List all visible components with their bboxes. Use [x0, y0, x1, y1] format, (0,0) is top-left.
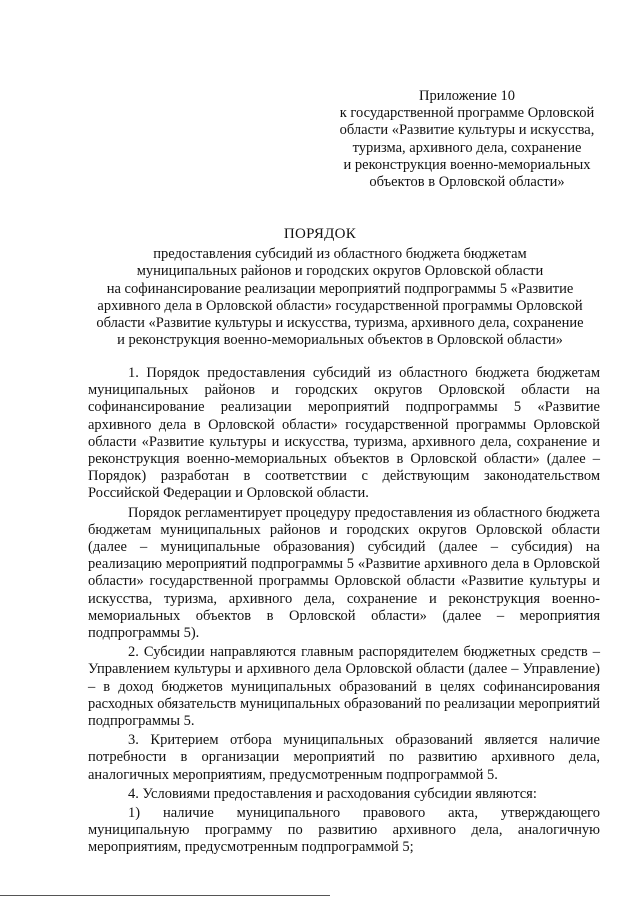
appendix-line: туризма, архивного дела, сохранение [352, 139, 582, 156]
appendix-line: области «Развитие культуры и искусства, [339, 122, 595, 139]
footer-divider [0, 895, 330, 896]
subtitle-line: на софинансирование реализации мероприятий подпрограммы 5 «Развитие [106, 280, 574, 297]
document-body [88, 365, 600, 859]
appendix-line: к государственной программе Орловской [339, 105, 595, 122]
subtitle-line: предоставления субсидий из областного бюджета бюджетам [153, 246, 527, 262]
document-subtitle [80, 246, 600, 350]
paragraph-4: 4. Условиями предоставления и расходования субсидии являются: [128, 785, 537, 802]
subtitle-line: муниципальных районов и городских округов Орловской области [136, 263, 544, 280]
paragraph-2: 2. Субсидии направляются главным распорядителем бюджетных средств – Управлением культуры и архивного дела Орловской области (далее – Управление) – в доход бюджетов муниципальных образований в целях софинансирования расходных обязательств муниципальных образований по реализации мероприятий подпрограммы 5. [88, 644, 600, 730]
paragraph-3: 3. Критерием отбора муниципальных образований является наличие потребности в организации мероприятий по развитию архивного дела, аналогичных мероприятиям, предусмотренным подпрограммой 5. [88, 732, 600, 783]
appendix-line: Приложение 10 [419, 88, 515, 104]
paragraph-4-item-1: 1) наличие муниципального правового акта, утверждающего муниципальную программу по развитию архивного дела, аналогичную мероприятиям, предусмотренным подпрограммой 5; [88, 805, 600, 856]
paragraph-procedure: Порядок регламентирует процедуру предоставления из областного бюджета бюджетам муниципальных районов и городских округов Орловской области (далее – муниципальные образования) субсидий (далее – субсидия) на реализацию мероприятий подпрограммы 5 «Развитие архивного дела в Орловской области» государственной программы Орловской области «Развитие культуры и искусства, туризма, архивного дела, сохранение и реконструкция военно-мемориальных объектов в Орловской области» (далее – мероприятия подпрограммы 5). [88, 504, 600, 642]
subtitle-line: области «Развитие культуры и искусства, туризма, архивного дела, сохранение [96, 315, 584, 332]
appendix-line: объектов в Орловской области» [369, 174, 565, 191]
subtitle-line: архивного дела в Орловской области» государственной программы Орловской [97, 297, 583, 314]
appendix-line: и реконструкция военно-мемориальных [343, 156, 591, 173]
document-title: ПОРЯДОК [283, 226, 357, 242]
subtitle-line: и реконструкция военно-мемориальных объектов в Орловской области» [117, 332, 563, 349]
appendix-header [332, 88, 602, 191]
paragraph-1: 1. Порядок предоставления субсидий из областного бюджета бюджетам муниципальных районов и городских округов Орловской области на софинансирование реализации мероприятий подпрограммы 5 «Развитие архивного дела в Орловской области» государственной программы Орловской области «Развитие культуры и искусства, туризма, архивного дела, сохранение и реконструкция военно-мемориальных объектов в Орловской области» (далее – Порядок) разработан в соответствии с действующим законодательством Российской Федерации и Орловской области. [88, 365, 600, 502]
